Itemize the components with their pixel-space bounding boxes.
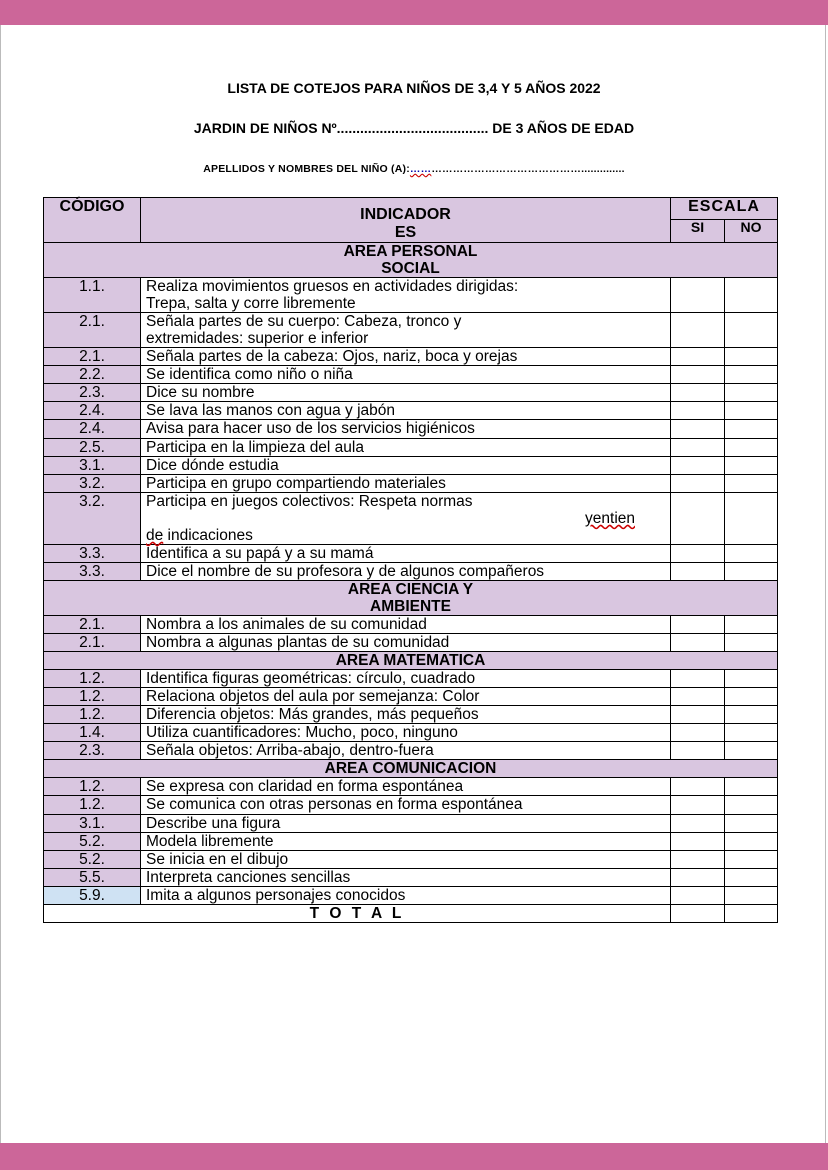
checkbox-si[interactable] <box>671 688 725 706</box>
indicator-text <box>141 688 671 706</box>
indicator-code: 2.4. <box>44 420 141 438</box>
checkbox-no[interactable] <box>725 814 778 832</box>
checkbox-si[interactable] <box>671 634 725 652</box>
indicator-text-line1: Señala partes de su cuerpo: Cabeza, tronco y <box>146 313 462 331</box>
section-title-line1: AREA MATEMATICA <box>335 652 486 670</box>
checkbox-no[interactable] <box>725 348 778 366</box>
indicator-code: 3.2. <box>44 474 141 492</box>
column-header-indicator-line2: ES <box>394 223 417 241</box>
indicator-text <box>141 366 671 384</box>
indicator-text-line: Dice su nombre <box>146 384 255 402</box>
indicator-text-line: Diferencia objetos: Más grandes, más pequeños <box>146 706 479 724</box>
indicator-text-line: Señala objetos: Arriba-abajo, dentro-fuera <box>146 742 434 760</box>
checkbox-si[interactable] <box>671 562 725 580</box>
kinder-line: JARDIN DE NIÑOS Nº....................................... DE 3 AÑOS DE EDAD <box>193 120 635 136</box>
table-row <box>44 724 778 742</box>
total-label: T O T A L <box>44 904 671 922</box>
indicator-code: 5.9. <box>44 886 141 904</box>
indicator-code: 2.1. <box>44 634 141 652</box>
table-row <box>44 868 778 886</box>
column-header-si: SI <box>671 220 725 243</box>
checkbox-si[interactable] <box>671 384 725 402</box>
indicator-text-line: Se expresa con claridad en forma espontánea <box>146 778 464 796</box>
indicator-code: 3.3. <box>44 544 141 562</box>
checkbox-no[interactable] <box>725 778 778 796</box>
table-row <box>44 384 778 402</box>
indicator-code: 1.2. <box>44 688 141 706</box>
checkbox-si[interactable] <box>671 868 725 886</box>
checkbox-no[interactable] <box>725 456 778 474</box>
indicator-text <box>141 814 671 832</box>
checkbox-si[interactable] <box>671 706 725 724</box>
table-row <box>44 420 778 438</box>
table-row <box>44 814 778 832</box>
section-title-line1: AREA PERSONAL <box>343 243 478 260</box>
column-header-indicator <box>141 198 671 243</box>
indicator-text <box>141 742 671 760</box>
indicator-text <box>141 544 671 562</box>
indicator-code: 5.2. <box>44 850 141 868</box>
indicator-text-line: Participa en grupo compartiendo materiales <box>146 474 446 492</box>
indicator-text-line1: Realiza movimientos gruesos en actividades dirigidas: <box>146 278 519 296</box>
indicator-text <box>141 706 671 724</box>
indicator-text-line: Participa en la limpieza del aula <box>146 438 364 456</box>
section-title-line1: AREA CIENCIA Y <box>347 580 474 598</box>
table-row <box>44 474 778 492</box>
top-color-band <box>0 0 828 25</box>
indicator-text-line: Dice dónde estudia <box>146 456 279 474</box>
indicator-text-line: Identifica a su papá y a su mamá <box>146 544 374 562</box>
checkbox-no[interactable] <box>725 474 778 492</box>
checkbox-no[interactable] <box>725 420 778 438</box>
indicator-text <box>141 402 671 420</box>
indicator-text <box>141 492 671 544</box>
total-si[interactable] <box>671 904 725 922</box>
checkbox-no[interactable] <box>725 796 778 814</box>
checkbox-no[interactable] <box>725 886 778 904</box>
checkbox-no[interactable] <box>725 832 778 850</box>
checkbox-no[interactable] <box>725 670 778 688</box>
indicator-text-line3-end: indicaciones <box>163 526 253 544</box>
indicator-code: 5.5. <box>44 868 141 886</box>
child-name-label: APELLIDOS Y NOMBRES DEL NIÑO (A): <box>203 163 410 175</box>
checkbox-si[interactable] <box>671 402 725 420</box>
indicator-text-line2: Trepa, salta y corre libremente <box>146 295 356 313</box>
column-header-code: CÓDIGO <box>44 198 141 243</box>
column-header-indicator-line1: INDICADOR <box>360 206 451 223</box>
checkbox-si[interactable] <box>671 814 725 832</box>
checkbox-si[interactable] <box>671 544 725 562</box>
checkbox-si[interactable] <box>671 278 725 313</box>
indicator-text <box>141 420 671 438</box>
checkbox-no[interactable] <box>725 742 778 760</box>
indicator-text-line: Nombra a algunas plantas de su comunidad <box>146 634 450 652</box>
indicator-code: 1.2. <box>44 778 141 796</box>
indicator-code: 2.3. <box>44 742 141 760</box>
table-row <box>44 438 778 456</box>
indicator-code: 2.1. <box>44 615 141 633</box>
checkbox-no[interactable] <box>725 868 778 886</box>
indicator-text-line: Se identifica como niño o niña <box>146 366 353 384</box>
section-title-line2: SOCIAL <box>381 260 440 278</box>
section-title <box>44 760 778 778</box>
indicator-code: 2.5. <box>44 438 141 456</box>
checkbox-no[interactable] <box>725 402 778 420</box>
checkbox-si[interactable] <box>671 366 725 384</box>
indicator-text-line1: Participa en juegos colectivos: Respeta normas <box>146 492 473 510</box>
checkbox-si[interactable] <box>671 724 725 742</box>
table-row <box>44 615 778 633</box>
indicator-text <box>141 615 671 633</box>
indicator-text <box>141 724 671 742</box>
section-title <box>44 580 778 615</box>
table-row <box>44 278 778 313</box>
indicator-text <box>141 384 671 402</box>
indicator-code: 3.1. <box>44 814 141 832</box>
section-header-row <box>44 243 778 278</box>
document-title: LISTA DE COTEJOS PARA NIÑOS DE 3,4 Y 5 AÑOS 2022 <box>227 80 601 96</box>
indicator-text <box>141 796 671 814</box>
indicator-text-line: Se comunica con otras personas en forma espontánea <box>146 796 523 814</box>
checkbox-si[interactable] <box>671 615 725 633</box>
indicator-text-line: Se lava las manos con agua y jabón <box>146 402 396 420</box>
checkbox-si[interactable] <box>671 492 725 544</box>
table-row <box>44 456 778 474</box>
indicator-text <box>141 670 671 688</box>
checkbox-si[interactable] <box>671 796 725 814</box>
table-row <box>44 886 778 904</box>
table-row <box>44 832 778 850</box>
table-row <box>44 562 778 580</box>
section-header-row <box>44 760 778 778</box>
checkbox-no[interactable] <box>725 438 778 456</box>
section-header-row <box>44 580 778 615</box>
checkbox-si[interactable] <box>671 456 725 474</box>
table-row <box>44 688 778 706</box>
child-name-dots: …………………………………….............. <box>431 163 625 175</box>
indicator-code: 1.2. <box>44 706 141 724</box>
indicator-text <box>141 438 671 456</box>
checkbox-si[interactable] <box>671 850 725 868</box>
indicator-text-line: Utiliza cuantificadores: Mucho, poco, ninguno <box>146 724 458 742</box>
table-row <box>44 366 778 384</box>
checkbox-no[interactable] <box>725 384 778 402</box>
indicator-text-line: Señala partes de la cabeza: Ojos, nariz, boca y orejas <box>146 348 518 366</box>
checkbox-no[interactable] <box>725 366 778 384</box>
checklist-table <box>43 197 778 923</box>
indicator-code: 5.2. <box>44 832 141 850</box>
indicator-text-line2: extremidades: superior e inferior <box>146 330 369 348</box>
indicator-code: 1.1. <box>44 278 141 313</box>
bottom-color-band <box>0 1143 828 1170</box>
checkbox-no[interactable] <box>725 492 778 544</box>
child-name-line <box>0 163 828 175</box>
checkbox-si[interactable] <box>671 886 725 904</box>
child-name-squiggle: …… <box>409 163 432 175</box>
indicator-code: 2.3. <box>44 384 141 402</box>
indicator-code: 3.3. <box>44 562 141 580</box>
indicator-text <box>141 278 671 313</box>
checkbox-no[interactable] <box>725 706 778 724</box>
checkbox-no[interactable] <box>725 724 778 742</box>
indicator-text-line: Modela libremente <box>146 832 274 850</box>
checkbox-si[interactable] <box>671 778 725 796</box>
table-row <box>44 492 778 544</box>
checkbox-si[interactable] <box>671 348 725 366</box>
indicator-text <box>141 313 671 348</box>
checkbox-no[interactable] <box>725 278 778 313</box>
indicator-text <box>141 850 671 868</box>
indicator-text <box>141 634 671 652</box>
checkbox-si[interactable] <box>671 438 725 456</box>
indicator-text <box>141 456 671 474</box>
section-title-line2: AMBIENTE <box>370 597 451 615</box>
section-title <box>44 652 778 670</box>
indicator-code: 3.1. <box>44 456 141 474</box>
checkbox-no[interactable] <box>725 850 778 868</box>
indicator-text-line: Se inicia en el dibujo <box>146 850 289 868</box>
indicator-text-line3-start: de <box>146 526 164 544</box>
checkbox-si[interactable] <box>671 832 725 850</box>
column-header-scale: ESCALA <box>671 198 778 220</box>
section-header-row <box>44 652 778 670</box>
checkbox-no[interactable] <box>725 688 778 706</box>
column-header-no: NO <box>725 220 778 243</box>
indicator-text <box>141 778 671 796</box>
checkbox-no[interactable] <box>725 562 778 580</box>
checkbox-no[interactable] <box>725 615 778 633</box>
table-row <box>44 670 778 688</box>
table-row <box>44 850 778 868</box>
indicator-code: 2.1. <box>44 313 141 348</box>
indicator-text <box>141 474 671 492</box>
checkbox-no[interactable] <box>725 313 778 348</box>
table-row <box>44 742 778 760</box>
indicator-code: 2.2. <box>44 366 141 384</box>
checkbox-si[interactable] <box>671 420 725 438</box>
indicator-text-line: Avisa para hacer uso de los servicios higiénicos <box>146 420 475 438</box>
checkbox-no[interactable] <box>725 544 778 562</box>
total-no[interactable] <box>725 904 778 922</box>
indicator-text-line: Interpreta canciones sencillas <box>146 868 351 886</box>
indicator-code: 2.4. <box>44 402 141 420</box>
indicator-code: 3.2. <box>44 492 141 544</box>
indicator-text-line: Relaciona objetos del aula por semejanza: Color <box>146 688 480 706</box>
checkbox-si[interactable] <box>671 670 725 688</box>
checkbox-si[interactable] <box>671 474 725 492</box>
table-row <box>44 796 778 814</box>
indicator-code: 1.2. <box>44 670 141 688</box>
indicator-code: 1.4. <box>44 724 141 742</box>
checkbox-no[interactable] <box>725 634 778 652</box>
table-row <box>44 544 778 562</box>
indicator-text <box>141 562 671 580</box>
indicator-text-line: Describe una figura <box>146 814 281 832</box>
table-row <box>44 348 778 366</box>
table-row <box>44 706 778 724</box>
indicator-text-line2: yentien <box>585 509 635 527</box>
table-row <box>44 402 778 420</box>
table-row <box>44 313 778 348</box>
section-title-line1: AREA COMUNICACION <box>324 760 497 778</box>
checkbox-si[interactable] <box>671 742 725 760</box>
indicator-text-line: Identifica figuras geométricas: círculo, cuadrado <box>146 670 476 688</box>
indicator-text <box>141 348 671 366</box>
indicator-text-line: Nombra a los animales de su comunidad <box>146 615 427 633</box>
indicator-text-line: Imita a algunos personajes conocidos <box>146 886 406 904</box>
indicator-text <box>141 832 671 850</box>
indicator-text-line: Dice el nombre de su profesora y de algunos compañeros <box>146 562 545 580</box>
indicator-code: 2.1. <box>44 348 141 366</box>
section-title <box>44 243 778 278</box>
indicator-code: 1.2. <box>44 796 141 814</box>
table-row <box>44 778 778 796</box>
total-row <box>44 904 778 922</box>
table-header-row-1 <box>44 198 778 220</box>
table-row <box>44 634 778 652</box>
indicator-text <box>141 886 671 904</box>
checkbox-si[interactable] <box>671 313 725 348</box>
indicator-text <box>141 868 671 886</box>
